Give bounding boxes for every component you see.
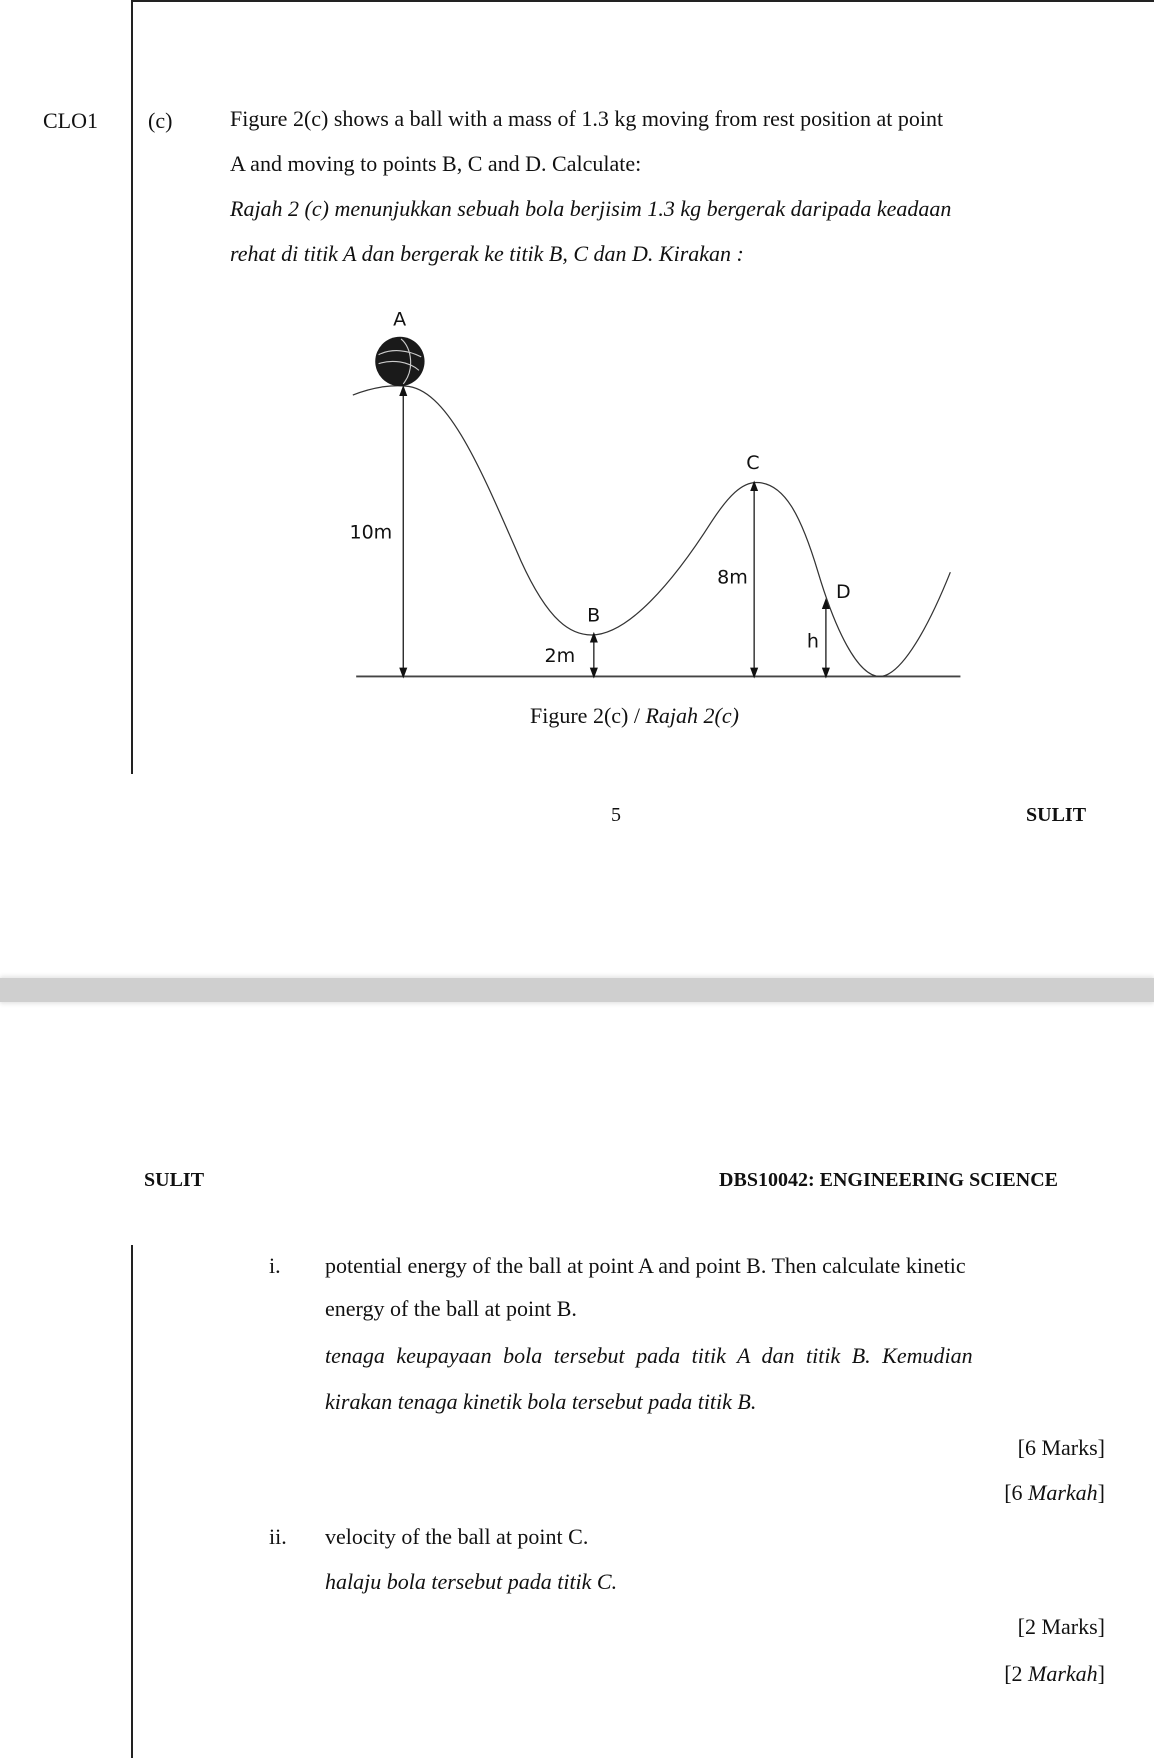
page-number: 5 [611, 804, 621, 826]
footer-sulit: SULIT [1026, 804, 1087, 826]
height-b-label: 2m [544, 644, 576, 667]
item-i-en-line2: energy of the ball at point B. [325, 1296, 577, 1321]
point-d-label: D [835, 580, 851, 603]
item-ii-ms-line1: halaju bola tersebut pada titik C. [325, 1569, 618, 1594]
marks-word: Markah [1028, 1661, 1098, 1686]
item-i-number: i. [269, 1253, 281, 1278]
caption-en: Figure 2(c) [530, 703, 629, 728]
caption-ms: Rajah 2(c) [645, 703, 739, 728]
point-b-label: B [587, 604, 601, 627]
figure-2c [336, 303, 975, 690]
marks-word: Markah [1028, 1480, 1098, 1505]
question-ms-line2: rehat di titik A dan bergerak ke titik B, C dan D. Kirakan : [230, 241, 744, 266]
part-label: (c) [148, 108, 173, 133]
track-curve [353, 386, 951, 677]
marks-end: ] [1097, 1661, 1105, 1686]
item-ii-marks-en: [2 Marks] [1017, 1614, 1105, 1639]
page-separator [0, 978, 1154, 1002]
item-i-marks-ms [1004, 1480, 1105, 1506]
question-en-line2: A and moving to points B, C and D. Calculate: [230, 151, 642, 176]
marks-num: [2 [1004, 1661, 1029, 1686]
item-i-ms-line1: tenaga keupayaan bola tersebut pada titik A dan titik B. Kemudian [325, 1343, 973, 1368]
question-ms-line1: Rajah 2 (c) menunjukkan sebuah bola berjisim 1.3 kg bergerak daripada keadaan [230, 196, 952, 221]
item-i-marks-en: [6 Marks] [1017, 1435, 1105, 1460]
figure-caption [530, 703, 739, 729]
marks-num: [6 [1004, 1480, 1029, 1505]
point-c-label: C [746, 452, 760, 475]
item-i-ms-line2: kirakan tenaga kinetik bola tersebut pada titik B. [325, 1389, 757, 1414]
height-a-label: 10m [349, 521, 393, 544]
page-top-border [131, 0, 1154, 2]
height-d-label: h [806, 630, 819, 653]
item-ii-marks-ms [1004, 1661, 1105, 1687]
item-i-en-line1: potential energy of the ball at point A and point B. Then calculate kinetic [325, 1253, 966, 1278]
height-c-label: 8m [717, 566, 748, 589]
question-en-line1: Figure 2(c) shows a ball with a mass of 1.3 kg moving from rest position at point [230, 106, 944, 131]
item-ii-en-line1: velocity of the ball at point C. [325, 1524, 589, 1549]
header-sulit: SULIT [144, 1169, 205, 1191]
clo-label: CLO1 [43, 108, 98, 133]
caption-sep: / [628, 703, 646, 728]
header-course: DBS10042: ENGINEERING SCIENCE [719, 1169, 1058, 1191]
item-ii-number: ii. [269, 1524, 287, 1549]
marks-end: ] [1097, 1480, 1105, 1505]
point-a-label: A [393, 308, 407, 331]
margin-rule [131, 0, 133, 774]
margin-rule-2 [131, 1245, 133, 1758]
